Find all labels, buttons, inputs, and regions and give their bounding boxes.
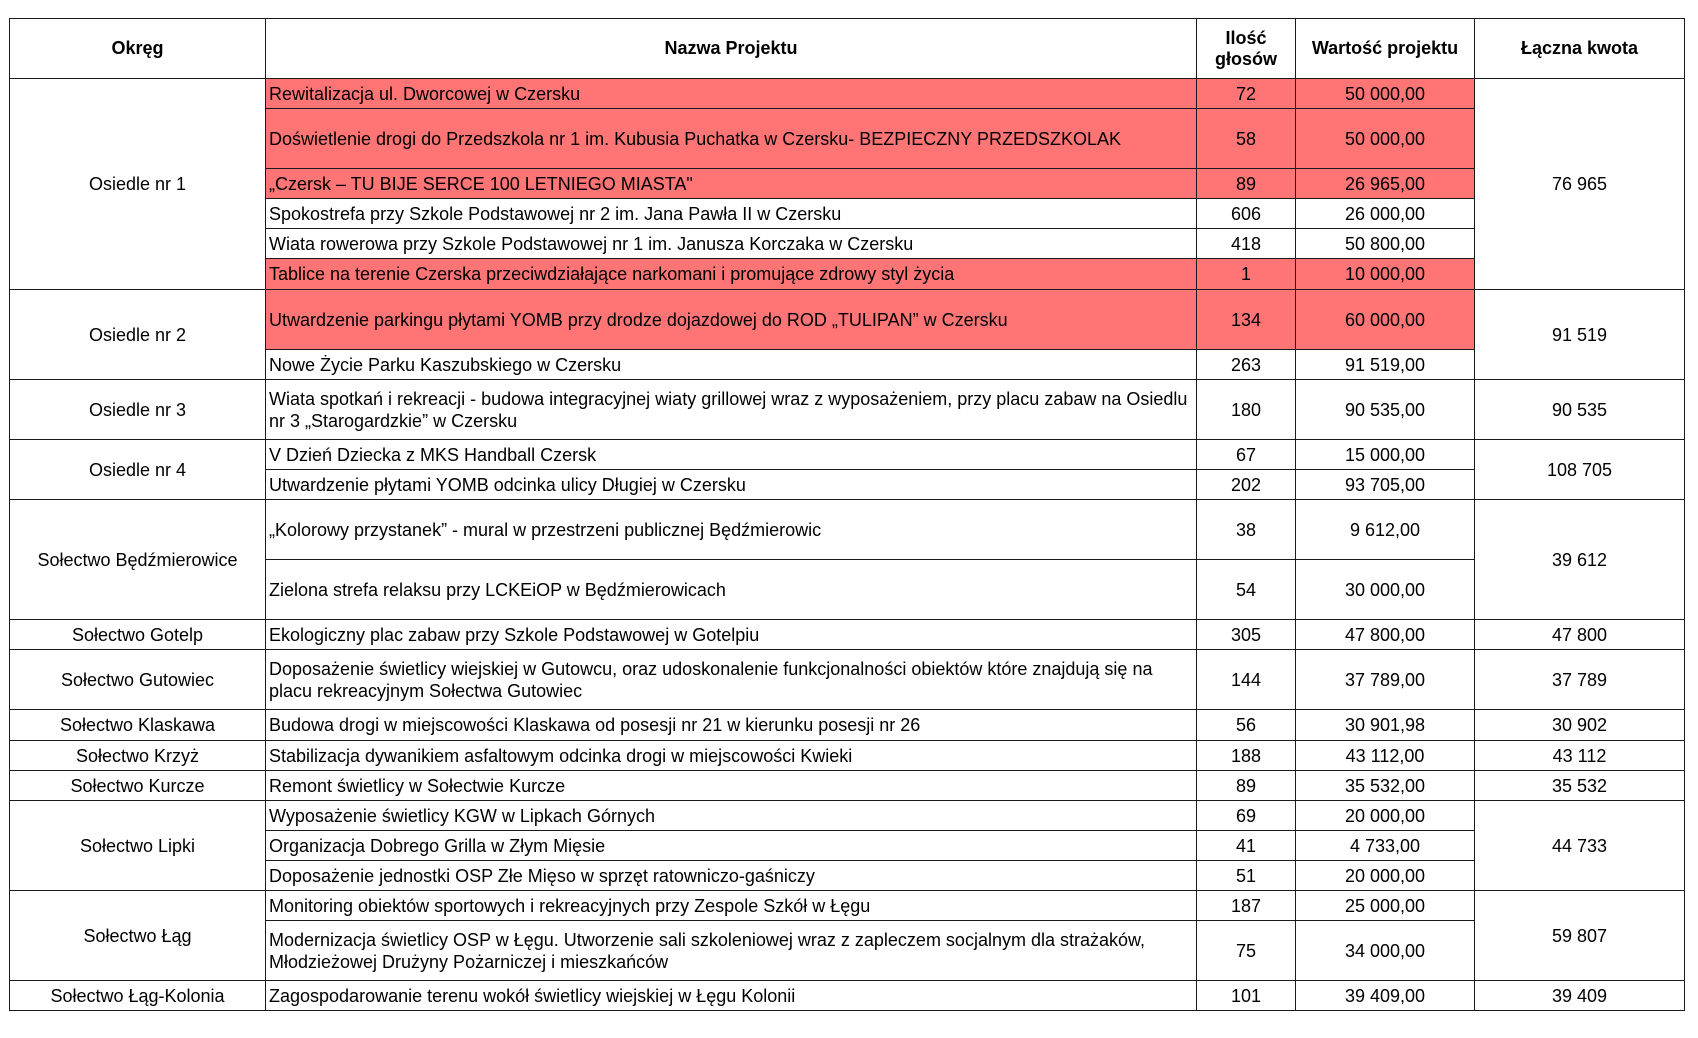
project-name-cell: Utwardzenie płytami YOMB odcinka ulicy Długiej w Czersku (266, 470, 1197, 500)
votes-cell: 89 (1197, 169, 1296, 199)
table-row (10, 981, 1685, 1011)
project-name-cell: Ekologiczny plac zabaw przy Szkole Podstawowej w Gotelpiu (266, 620, 1197, 650)
total-amount-cell: 108 705 (1475, 440, 1685, 500)
header-total: Łączna kwota (1475, 19, 1685, 79)
votes-cell: 134 (1197, 290, 1296, 350)
district-cell: Sołectwo Gutowiec (10, 650, 266, 710)
votes-cell: 1 (1197, 259, 1296, 290)
table-row (10, 891, 1685, 921)
total-amount-cell: 44 733 (1475, 801, 1685, 891)
total-amount-cell: 43 112 (1475, 741, 1685, 771)
table-row (10, 620, 1685, 650)
table-row (10, 650, 1685, 710)
projects-table (9, 18, 1685, 1011)
project-name-cell: Rewitalizacja ul. Dworcowej w Czersku (266, 79, 1197, 109)
votes-cell: 202 (1197, 470, 1296, 500)
total-amount-cell: 35 532 (1475, 771, 1685, 801)
table-row (10, 290, 1685, 350)
total-amount-cell: 90 535 (1475, 380, 1685, 440)
table-row (10, 380, 1685, 440)
project-value-cell: 93 705,00 (1296, 470, 1475, 500)
votes-cell: 180 (1197, 380, 1296, 440)
votes-cell: 144 (1197, 650, 1296, 710)
project-name-cell: Tablice na terenie Czerska przeciwdziałające narkomani i promujące zdrowy styl życia (266, 259, 1197, 290)
table-row (10, 741, 1685, 771)
district-cell: Osiedle nr 2 (10, 290, 266, 380)
table-row (10, 440, 1685, 470)
table-row (10, 500, 1685, 560)
district-cell: Osiedle nr 3 (10, 380, 266, 440)
project-name-cell: „Kolorowy przystanek” - mural w przestrzeni publicznej Będźmierowic (266, 500, 1197, 560)
votes-cell: 69 (1197, 801, 1296, 831)
header-okreg: Okręg (10, 19, 266, 79)
total-amount-cell: 37 789 (1475, 650, 1685, 710)
total-amount-cell: 39 409 (1475, 981, 1685, 1011)
district-cell: Sołectwo Lipki (10, 801, 266, 891)
header-votes-label: Ilość głosów (1215, 27, 1277, 69)
project-name-cell: V Dzień Dziecka z MKS Handball Czersk (266, 440, 1197, 470)
project-value-cell: 50 000,00 (1296, 79, 1475, 109)
project-value-cell: 15 000,00 (1296, 440, 1475, 470)
project-name-cell: Remont świetlicy w Sołectwie Kurcze (266, 771, 1197, 801)
district-cell: Sołectwo Będźmierowice (10, 500, 266, 620)
project-value-cell: 25 000,00 (1296, 891, 1475, 921)
project-value-cell: 26 000,00 (1296, 199, 1475, 229)
header-value: Wartość projektu (1296, 19, 1475, 79)
project-name-cell: Nowe Życie Parku Kaszubskiego w Czersku (266, 350, 1197, 380)
votes-cell: 58 (1197, 109, 1296, 169)
district-cell: Sołectwo Kurcze (10, 771, 266, 801)
votes-cell: 418 (1197, 229, 1296, 259)
project-name-cell: Doposażenie jednostki OSP Złe Mięso w sprzęt ratowniczo-gaśniczy (266, 861, 1197, 891)
project-name-cell: Spokostrefa przy Szkole Podstawowej nr 2 im. Jana Pawła II w Czersku (266, 199, 1197, 229)
project-value-cell: 90 535,00 (1296, 380, 1475, 440)
project-value-cell: 43 112,00 (1296, 741, 1475, 771)
project-value-cell: 20 000,00 (1296, 801, 1475, 831)
table-row (10, 801, 1685, 831)
project-value-cell: 47 800,00 (1296, 620, 1475, 650)
total-amount-cell: 76 965 (1475, 79, 1685, 290)
district-cell: Osiedle nr 4 (10, 440, 266, 500)
project-value-cell: 20 000,00 (1296, 861, 1475, 891)
total-amount-cell: 30 902 (1475, 710, 1685, 741)
votes-cell: 305 (1197, 620, 1296, 650)
votes-cell: 101 (1197, 981, 1296, 1011)
project-value-cell: 50 000,00 (1296, 109, 1475, 169)
project-value-cell: 30 000,00 (1296, 560, 1475, 620)
project-name-cell: Organizacja Dobrego Grilla w Złym Mięsie (266, 831, 1197, 861)
votes-cell: 89 (1197, 771, 1296, 801)
district-cell: Sołectwo Łąg (10, 891, 266, 981)
project-value-cell: 26 965,00 (1296, 169, 1475, 199)
project-value-cell: 50 800,00 (1296, 229, 1475, 259)
table-row (10, 710, 1685, 741)
votes-cell: 187 (1197, 891, 1296, 921)
project-name-cell: Wyposażenie świetlicy KGW w Lipkach Górnych (266, 801, 1197, 831)
table-row (10, 79, 1685, 109)
total-amount-cell: 47 800 (1475, 620, 1685, 650)
project-value-cell: 30 901,98 (1296, 710, 1475, 741)
votes-cell: 51 (1197, 861, 1296, 891)
district-cell: Sołectwo Klaskawa (10, 710, 266, 741)
votes-cell: 72 (1197, 79, 1296, 109)
total-amount-cell: 39 612 (1475, 500, 1685, 620)
votes-cell: 263 (1197, 350, 1296, 380)
table-body (10, 79, 1685, 1011)
header-row (10, 19, 1685, 79)
header-votes (1197, 19, 1296, 79)
district-cell: Sołectwo Krzyż (10, 741, 266, 771)
votes-cell: 606 (1197, 199, 1296, 229)
votes-cell: 67 (1197, 440, 1296, 470)
district-cell: Osiedle nr 1 (10, 79, 266, 290)
total-amount-cell: 91 519 (1475, 290, 1685, 380)
project-value-cell: 9 612,00 (1296, 500, 1475, 560)
project-name-cell: Budowa drogi w miejscowości Klaskawa od posesji nr 21 w kierunku posesji nr 26 (266, 710, 1197, 741)
votes-cell: 188 (1197, 741, 1296, 771)
district-cell: Sołectwo Gotelp (10, 620, 266, 650)
project-value-cell: 10 000,00 (1296, 259, 1475, 290)
project-value-cell: 37 789,00 (1296, 650, 1475, 710)
project-name-cell: Zielona strefa relaksu przy LCKEiOP w Będźmierowicach (266, 560, 1197, 620)
table-row (10, 771, 1685, 801)
project-name-cell: Utwardzenie parkingu płytami YOMB przy drodze dojazdowej do ROD „TULIPAN” w Czersku (266, 290, 1197, 350)
project-value-cell: 91 519,00 (1296, 350, 1475, 380)
project-name-cell: Monitoring obiektów sportowych i rekreacyjnych przy Zespole Szkół w Łęgu (266, 891, 1197, 921)
votes-cell: 75 (1197, 921, 1296, 981)
votes-cell: 41 (1197, 831, 1296, 861)
project-name-cell: „Czersk – TU BIJE SERCE 100 LETNIEGO MIASTA" (266, 169, 1197, 199)
project-value-cell: 35 532,00 (1296, 771, 1475, 801)
project-name-cell: Stabilizacja dywanikiem asfaltowym odcinka drogi w miejscowości Kwieki (266, 741, 1197, 771)
project-value-cell: 60 000,00 (1296, 290, 1475, 350)
header-project-name: Nazwa Projektu (266, 19, 1197, 79)
project-value-cell: 34 000,00 (1296, 921, 1475, 981)
votes-cell: 54 (1197, 560, 1296, 620)
votes-cell: 56 (1197, 710, 1296, 741)
project-name-cell: Modernizacja świetlicy OSP w Łęgu. Utworzenie sali szkoleniowej wraz z zapleczem socjalnym dla strażaków, Młodzieżowej Drużyny Pożarniczej i mieszkańców (266, 921, 1197, 981)
project-value-cell: 39 409,00 (1296, 981, 1475, 1011)
project-name-cell: Wiata rowerowa przy Szkole Podstawowej nr 1 im. Janusza Korczaka w Czersku (266, 229, 1197, 259)
project-name-cell: Zagospodarowanie terenu wokół świetlicy wiejskiej w Łęgu Kolonii (266, 981, 1197, 1011)
project-name-cell: Wiata spotkań i rekreacji - budowa integracyjnej wiaty grillowej wraz z wyposażeniem, przy placu zabaw na Osiedlu nr 3 „Starogardzkie” w Czersku (266, 380, 1197, 440)
votes-cell: 38 (1197, 500, 1296, 560)
project-name-cell: Doposażenie świetlicy wiejskiej w Gutowcu, oraz udoskonalenie funkcjonalności obiektów które znajdują się na placu rekreacyjnym Sołectwa Gutowiec (266, 650, 1197, 710)
project-value-cell: 4 733,00 (1296, 831, 1475, 861)
project-name-cell: Doświetlenie drogi do Przedszkola nr 1 im. Kubusia Puchatka w Czersku- BEZPIECZNY PRZEDSZKOLAK (266, 109, 1197, 169)
total-amount-cell: 59 807 (1475, 891, 1685, 981)
district-cell: Sołectwo Łąg-Kolonia (10, 981, 266, 1011)
